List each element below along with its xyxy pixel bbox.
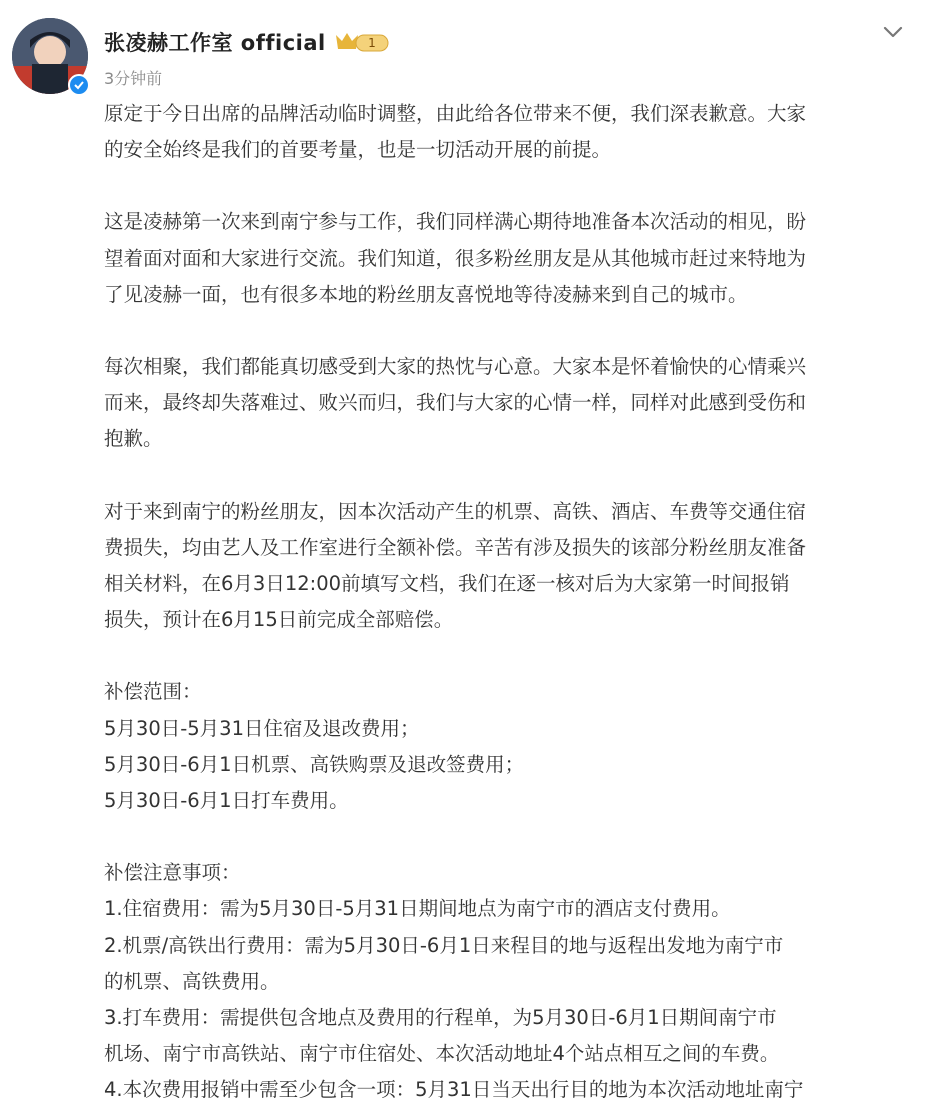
compensation-scope: 补偿范围： 5月30日-5月31日住宿及退改费用； 5月30日-6月1日机票、高铁购票及退改签费用； 5月30日-6月1日打车费用。 xyxy=(104,680,525,813)
paragraph-2: 这是凌赫第一次来到南宁参与工作，我们同样满心期待地准备本次活动的相见，盼 望着面对面和大家进行交流。我们知道，很多粉丝朋友是从其他城市赶过来特地为 了见凌赫一面，也有很多本地的粉丝朋友喜悦地等待凌赫来到自己的城市。 xyxy=(104,210,807,306)
post-header xyxy=(0,0,926,100)
paragraph-3: 每次相聚，我们都能真切感受到大家的热忱与心意。大家本是怀着愉快的心情乘兴 而来，最终却失落难过、败兴而归，我们与大家的心情一样，同样对此感到受伤和 抱歉。 xyxy=(104,355,807,451)
crown-badge-icon[interactable] xyxy=(334,29,390,55)
chevron-down-icon[interactable] xyxy=(882,24,904,40)
badge-level: 1 xyxy=(367,36,376,50)
username[interactable]: 张凌赫工作室 official xyxy=(104,31,326,55)
compensation-notes: 补偿注意事项： 1.住宿费用：需为5月30日-5月31日期间地点为南宁市的酒店支付费用。 2.机票/高铁出行费用：需为5月30日-6月1日来程目的地与返程出发地为南宁市 的机票、高铁费用。 3.打车费用：需提供包含地点及费用的行程单，为5月30日-6月1日期间南宁市 机场、南宁市高铁站、南宁市住宿处、本次活动地址4个站点相互之间的车费。 4.本次费用报销中需至少包含一项：5月31日当天出行目的地为本次活动地址南宁 xyxy=(104,861,804,1102)
verified-icon xyxy=(68,74,90,96)
name-row xyxy=(104,24,390,60)
paragraph-1: 原定于今日出席的品牌活动临时调整，由此给各位带来不便，我们深表歉意。大家 的安全始终是我们的首要考量，也是一切活动开展的前提。 xyxy=(104,102,807,162)
post-time: 3分钟前 xyxy=(104,69,163,88)
post-content xyxy=(104,96,914,1109)
paragraph-4: 对于来到南宁的粉丝朋友，因本次活动产生的机票、高铁、酒店、车费等交通住宿 费损失，均由艺人及工作室进行全额补偿。辛苦有涉及损失的该部分粉丝朋友准备 相关材料，在6月3日12:00前填写文档，我们在逐一核对后为大家第一时间报销 损失，预计在6月15日前完成全部赔偿。 xyxy=(104,499,807,632)
